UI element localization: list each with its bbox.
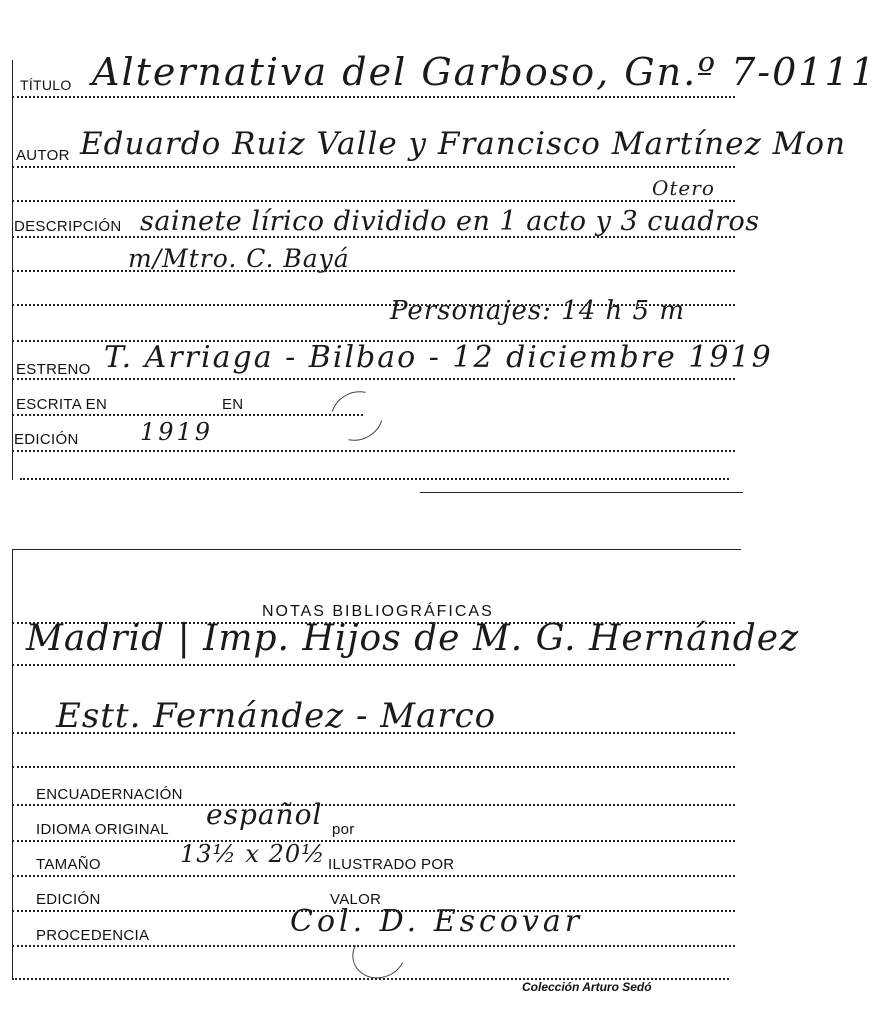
estreno-line <box>12 378 735 380</box>
notas-heading: NOTAS BIBLIOGRÁFICAS <box>262 603 494 620</box>
collection-credit: Colección Arturo Sedó <box>522 980 652 994</box>
encuadernacion-label: ENCUADERNACIÓN <box>36 786 183 803</box>
titulo-value: Alternativa del Garboso, Gn.º 7-0111 <box>92 50 877 94</box>
autor-value-2: Otero <box>652 176 715 200</box>
idioma-line <box>12 840 735 842</box>
valor-label: VALOR <box>330 891 382 908</box>
por-label: por <box>332 821 355 838</box>
lower-left-border <box>12 549 13 979</box>
descripcion-value: sainete lírico dividido en 1 acto y 3 cuadros <box>140 206 760 237</box>
notes-line-2: Estt. Fernández - Marco <box>56 696 497 736</box>
edicion-line <box>12 450 735 452</box>
tamano-value: 13½ x 20½ <box>180 840 326 868</box>
notes-rule-1 <box>12 664 735 666</box>
encuadernacion-line <box>12 804 735 806</box>
estreno-value: T. Arriaga - Bilbao - 12 diciembre 1919 <box>104 340 773 375</box>
descripcion-value-2: m/Mtro. C. Bayá <box>128 244 350 273</box>
ilustrado-label: ILUSTRADO POR <box>328 856 455 873</box>
autor-line <box>12 166 735 168</box>
upper-bottom-line <box>20 478 729 480</box>
edicion-value: 1919 <box>140 418 214 446</box>
tamano-label: TAMAÑO <box>36 856 101 873</box>
estreno-label: ESTRENO <box>16 361 91 378</box>
descripcion-line <box>12 236 735 238</box>
escrita-en-label: ESCRITA EN <box>16 396 108 413</box>
edicion-label: EDICIÓN <box>14 431 79 448</box>
notes-rule-3 <box>12 766 735 768</box>
punch-hole-upper <box>322 382 393 451</box>
autor-label: AUTOR <box>16 147 70 164</box>
lower-edicion-label: EDICIÓN <box>36 891 101 908</box>
titulo-line <box>12 96 735 98</box>
upper-card-edge <box>420 492 743 493</box>
titulo-label: TÍTULO <box>20 77 72 93</box>
personajes-note: Personajes: 14 h 5 m <box>390 296 686 326</box>
descripcion-line-2 <box>12 270 735 272</box>
procedencia-value: Col. D. Escovar <box>290 904 584 939</box>
blank-line-1 <box>12 200 735 202</box>
escrita-en-place-label: EN <box>222 396 244 413</box>
idioma-value: español <box>206 798 323 831</box>
notes-line-1: Madrid | Imp. Hijos de M. G. Hernández <box>26 618 800 659</box>
lower-card-top-edge <box>12 549 741 550</box>
escrita-line <box>12 414 363 416</box>
tamano-line <box>12 875 735 877</box>
descripcion-label: DESCRIPCIÓN <box>14 218 122 235</box>
autor-value: Eduardo Ruiz Valle y Francisco Martínez Mon <box>80 126 847 162</box>
procedencia-label: PROCEDENCIA <box>36 927 150 944</box>
notes-rule-2 <box>12 732 735 734</box>
idioma-label: IDIOMA ORIGINAL <box>36 821 169 838</box>
